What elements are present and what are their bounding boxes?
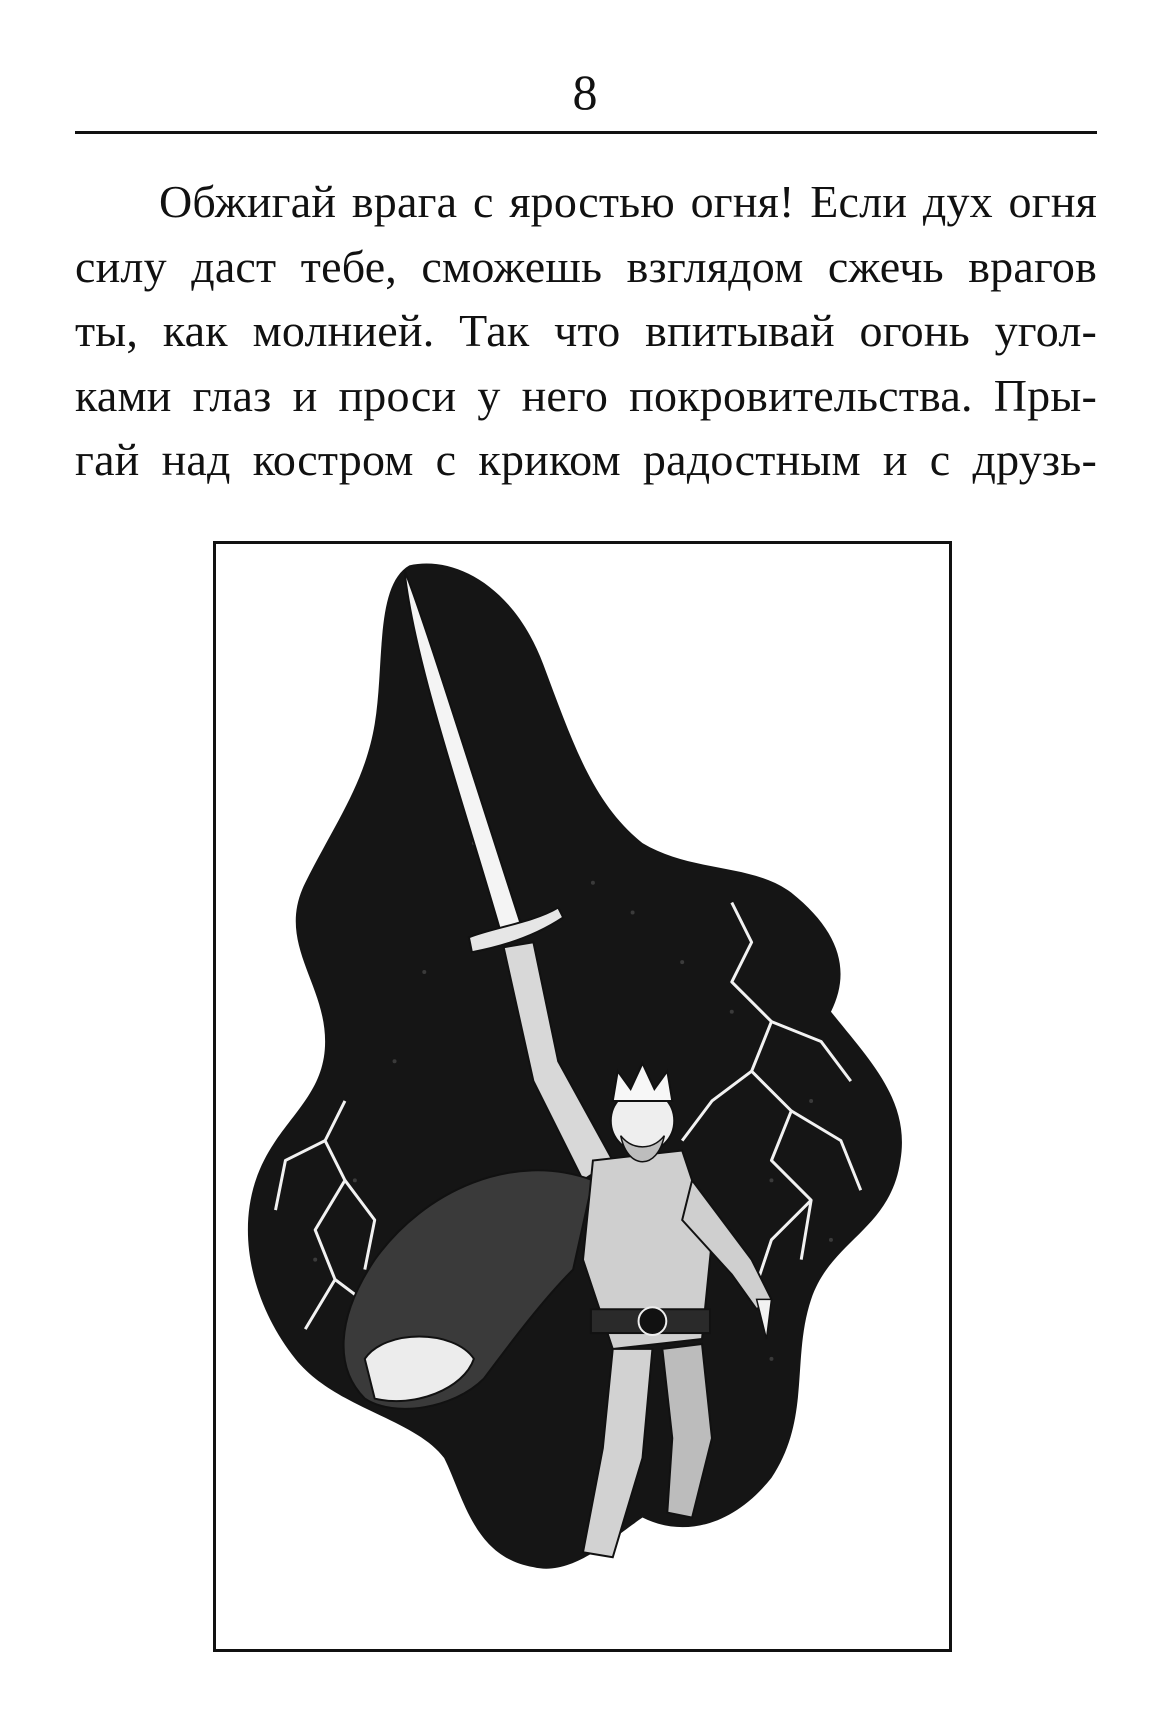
text-line: Обжигай врага с яростью огня! Если дух огня (159, 176, 1097, 227)
body-text (75, 170, 1097, 493)
text-line: гай над костром с криком радостным и с друзь- (75, 434, 1097, 485)
text-line: ками глаз и проси у него покровительства. Пры- (75, 369, 1097, 421)
illustration-frame (213, 541, 952, 1652)
warrior-king-with-raised-sword-icon (216, 544, 949, 1649)
storm-cloud-shape (248, 564, 902, 1569)
text-line: ты, как молнией. Так что впитывай огонь угол- (75, 305, 1097, 356)
belt-buckle (639, 1307, 667, 1335)
text-line: силу даст тебе, сможешь взглядом сжечь врагов (75, 240, 1097, 292)
header-rule (75, 131, 1097, 134)
page-number: 8 (572, 64, 598, 120)
